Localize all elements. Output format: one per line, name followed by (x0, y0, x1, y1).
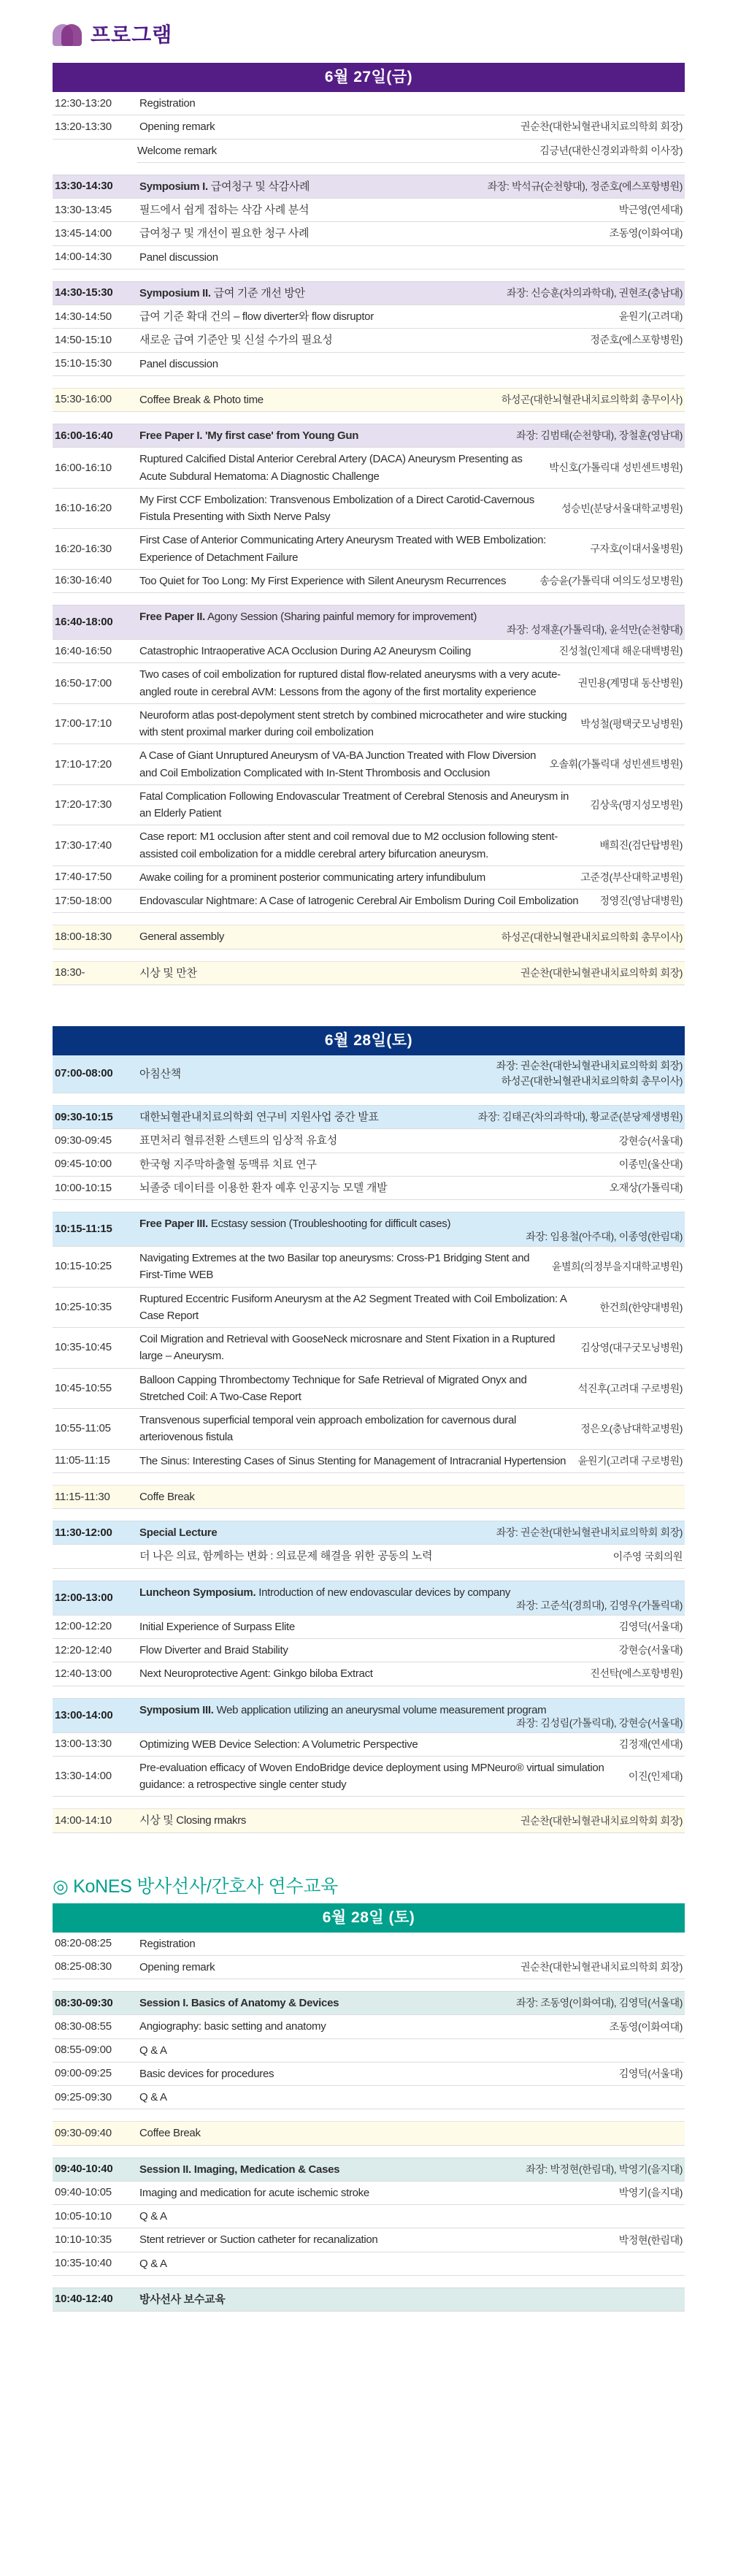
row-speaker: 송승윤(가톨릭대 여의도성모병원) (539, 574, 683, 586)
schedule-row (53, 1733, 685, 1757)
session-title (139, 608, 683, 625)
session-time: 16:00-16:40 (55, 429, 113, 442)
session-chairs: 좌장: 김태곤(차의과학대), 황교준(분당제생병원) (477, 1111, 683, 1123)
row-time: 16:10-16:20 (55, 502, 112, 514)
row-speaker: 박신호(가톨릭대 성빈센트병원) (549, 462, 683, 474)
break-time: 09:30-09:40 (55, 2126, 112, 2139)
break-title: 시상 및 만찬 (139, 966, 197, 979)
row-time: 13:30-14:00 (55, 1770, 112, 1783)
break-time: 18:00-18:30 (55, 930, 112, 943)
row-time: 10:45-10:55 (55, 1381, 112, 1394)
row-time: 16:30-16:40 (55, 574, 112, 587)
session-header (53, 1212, 685, 1247)
session-title (139, 1215, 683, 1232)
row-title: Registration (139, 97, 196, 110)
session-prefix: 방사선사 보수교육 (139, 2293, 226, 2306)
row-title: Endovascular Nightmare: A Case of Iatrogenic Cerebral Air Embolism During Coil Embolization (139, 895, 579, 908)
schedule-row (53, 1450, 685, 1473)
row-time: 09:30-09:45 (55, 1134, 112, 1147)
row-time: 16:00-16:10 (55, 461, 112, 474)
schedule-row (53, 305, 685, 329)
row-speaker: 진선탁(에스포항병원) (590, 1667, 683, 1680)
row-title: Awake coiling for a prominent posterior communicating artery infundibulum (139, 871, 485, 884)
schedule-row (53, 2015, 685, 2038)
session-name: 급여 기준 개선 방안 (210, 286, 305, 299)
row-time: 08:30-08:55 (55, 2019, 112, 2033)
session-group (53, 1933, 685, 1980)
session-prefix: Symposium II. (139, 286, 211, 299)
row-title: Opening remark (139, 121, 215, 134)
session-header (53, 175, 685, 199)
row-title: Transvenous superficial temporal vein approach embolization for cavernous dural arteriovenous fistula (139, 1414, 517, 1444)
kones-date-bar: 6월 28일 (토) (53, 1903, 685, 1933)
row-title: My First CCF Embolization: Transvenous Embolization of a Direct Carotid-Cavernous Fistula Presenting with Sixth Nerve Palsy (139, 493, 534, 523)
schedule-row (53, 1639, 685, 1662)
row-time: 12:00-12:20 (55, 1620, 112, 1633)
row-time: 13:30-13:45 (55, 203, 112, 216)
session-group (53, 1521, 685, 1569)
session-header (53, 2288, 685, 2312)
schedule-row (53, 1616, 685, 1639)
row-title: Flow Diverter and Braid Stability (139, 1644, 288, 1657)
session-title (139, 1524, 496, 1541)
row-speaker: 박정현(한림대) (618, 2233, 683, 2246)
row-speaker: 김긍년(대한신경외과학회 이사장) (539, 144, 683, 156)
schedule-row (53, 353, 685, 376)
session-title (139, 285, 507, 302)
session-prefix: Session I. (139, 1997, 189, 2010)
session-chairs: 좌장: 신승훈(차의과학대), 권현조(충남대) (507, 286, 683, 299)
row-title: Catastrophic Intraoperative ACA Occlusion During A2 Aneurysm Coiling (139, 645, 472, 658)
session-time: 10:15-11:15 (55, 1223, 112, 1236)
schedule-row (53, 2039, 685, 2063)
row-time: 14:50-15:10 (55, 333, 112, 346)
break-row (53, 1808, 685, 1832)
program-title-text: 프로그램 (91, 23, 173, 47)
session-header (53, 1698, 685, 1733)
row-time: 12:40-13:00 (55, 1667, 112, 1680)
break-row (53, 388, 685, 412)
program-logo-icon (53, 24, 83, 46)
session-header (53, 1521, 685, 1545)
break-speaker: 권순찬(대한뇌혈관내치료의학회 회장) (520, 1814, 683, 1827)
session-time: 12:00-13:00 (55, 1591, 113, 1604)
session-name: Web application utilizing an aneurysmal volume measurement program (213, 1703, 547, 1716)
session-header (53, 281, 685, 305)
session-title: 아침산책 (139, 1067, 181, 1080)
row-time: 17:50-18:00 (55, 894, 112, 907)
day2-schedule (53, 1026, 685, 1833)
break-time: 14:00-14:10 (55, 1813, 112, 1827)
row-time: 17:30-17:40 (55, 838, 112, 852)
session-title (139, 1995, 516, 2011)
schedule-row (53, 2252, 685, 2276)
session-header (53, 1105, 685, 1129)
row-speaker: 윤원기(고려대 구로병원) (577, 1454, 683, 1467)
row-speaker: 윤별희(의정부을지대학교병원) (551, 1261, 683, 1273)
row-time: 14:30-14:50 (55, 310, 112, 323)
row-speaker: 김영덕(서울대) (618, 2068, 683, 2080)
row-title: Two cases of coil embolization for ruptured distal flow-related aneurysms with a very acute-angled route in cerebral AVM: Lessons from the agony of the first mortality experience (139, 668, 561, 698)
schedule-row (53, 785, 685, 826)
row-time: 09:45-10:00 (55, 1158, 112, 1171)
session-time: 08:30-09:30 (55, 1996, 113, 2009)
row-speaker: 진성철(인제대 해운대백병원) (558, 645, 683, 657)
break-row (53, 925, 685, 949)
row-speaker: 조동영(이화여대) (609, 227, 683, 240)
session-group (53, 388, 685, 412)
row-time: 09:00-09:25 (55, 2067, 112, 2080)
session-time: 13:30-14:30 (55, 180, 113, 193)
row-title: 새로운 급여 기준안 및 신설 수가의 필요성 (139, 334, 333, 347)
schedule-row (53, 2182, 685, 2205)
schedule-row (53, 1247, 685, 1288)
schedule-row (53, 640, 685, 663)
session-name: Introduction of new endovascular devices by company (256, 1586, 511, 1599)
row-time: 13:00-13:30 (55, 1738, 112, 1751)
row-title: Opening remark (139, 1960, 215, 1973)
session-header-morning-walk (53, 1055, 685, 1093)
session-chairs: 좌장: 김성림(가톨릭대), 강현승(서울대) (516, 1716, 683, 1729)
row-title: Basic devices for procedures (139, 2067, 274, 2080)
session-group (53, 2158, 685, 2276)
row-time: 17:00-17:10 (55, 717, 112, 730)
row-speaker: 김상욱(명지성모병원) (590, 798, 683, 811)
session-chairs: 좌장: 권순찬(대한뇌혈관내치료의학회 회장) (496, 1526, 683, 1539)
schedule-row (53, 329, 685, 352)
row-time: 16:50-17:00 (55, 676, 112, 689)
row-title: Panel discussion (139, 251, 218, 264)
session-chairs: 좌장: 박정현(한림대), 박영기(을지대) (526, 2163, 683, 2175)
row-speaker: 박성철(평택굿모닝병원) (580, 717, 683, 730)
row-speaker: 성승빈(분당서울대학교병원) (561, 502, 683, 514)
break-title: Coffee Break & Photo time (139, 393, 264, 406)
schedule-row (53, 1328, 685, 1369)
schedule-row (53, 1409, 685, 1450)
session-title (139, 1109, 478, 1125)
break-title: 시상 및 Closing rmakrs (139, 1814, 247, 1827)
session-group (53, 1581, 685, 1686)
session-header (53, 424, 685, 448)
session-time: 14:30-15:30 (55, 286, 113, 299)
session-group (53, 2121, 685, 2145)
row-speaker: 이종민(울산대) (618, 1158, 683, 1170)
session-header (53, 1991, 685, 2015)
row-time: 12:30-13:20 (55, 96, 112, 110)
schedule-row (53, 199, 685, 222)
schedule-row (53, 246, 685, 270)
break-title: General assembly (139, 930, 225, 944)
kones-schedule (53, 1876, 685, 2312)
session-time: 16:40-18:00 (55, 616, 113, 629)
schedule-row (53, 1288, 685, 1329)
row-title: Q & A (139, 2091, 167, 2104)
row-title: Welcome remark (137, 144, 217, 157)
row-time: 08:20-08:25 (55, 1937, 112, 1950)
schedule-row (53, 663, 685, 704)
schedule-row (53, 890, 685, 913)
row-speaker: 권순찬(대한뇌혈관내치료의학회 회장) (520, 1961, 683, 1973)
session-chairs: 좌장: 고준석(경희대), 김영우(가톨릭대) (516, 1599, 683, 1611)
schedule-row (53, 1933, 685, 1956)
row-title: Panel discussion (139, 357, 218, 370)
row-title: 더 나은 의료, 함께하는 변화 : 의료문제 해결을 위한 공동의 노력 (139, 1550, 433, 1563)
schedule-row (53, 2063, 685, 2086)
schedule-row (53, 92, 685, 115)
row-title: Q & A (139, 2044, 167, 2057)
row-title: Ruptured Eccentric Fusiform Aneurysm at the A2 Segment Treated with Coil Embolization: A Case Report (139, 1292, 566, 1322)
session-group (53, 1698, 685, 1797)
session-prefix: Special Lecture (139, 1526, 218, 1540)
row-speaker: 조동영(이화여대) (609, 2020, 683, 2033)
session-name: 'My first case' from Young Gun (202, 429, 359, 442)
row-title: 표면처리 혈류전환 스텐트의 임상적 유효성 (139, 1134, 337, 1147)
session-name: 급여청구 및 삭감사례 (207, 180, 310, 193)
schedule-row (53, 825, 685, 866)
schedule-row (53, 704, 685, 745)
row-title: Next Neuroprotective Agent: Ginkgo biloba Extract (139, 1667, 373, 1681)
row-title: A Case of Giant Unruptured Aneurysm of VA-BA Junction Treated with Flow Diversion and Coil Embolization Complicated with In-Stent Thrombosis and Occlusion (139, 749, 537, 779)
session-group (53, 1105, 685, 1200)
session-group (53, 1808, 685, 1832)
session-group (53, 605, 685, 913)
row-title: Balloon Capping Thrombectomy Technique for Safe Retrieval of Migrated Onyx and Stretched Coil: A Two-Case Report (139, 1373, 527, 1403)
row-speaker: 정준호(에스포항병원) (590, 334, 683, 346)
schedule-row (137, 139, 685, 163)
session-group (53, 281, 685, 376)
row-title: First Case of Anterior Communicating Artery Aneurysm Treated with WEB Embolization: Experience of Detachment Failure (139, 534, 546, 564)
break-time: 11:15-11:30 (55, 1490, 110, 1503)
row-time: 17:10-17:20 (55, 757, 112, 771)
session-group (53, 92, 685, 163)
row-speaker: 오솔휘(가톨릭대 성빈센트병원) (549, 758, 683, 771)
session-title (139, 427, 516, 444)
break-title: Coffe Break (139, 1490, 195, 1503)
schedule-row (53, 1153, 685, 1177)
session-chairs: 좌장: 김범태(순천향대), 장철훈(영남대) (516, 429, 683, 442)
schedule-row (53, 115, 685, 139)
break-row (53, 961, 685, 985)
row-title: Imaging and medication for acute ischemic stroke (139, 2186, 369, 2199)
session-prefix: Luncheon Symposium. (139, 1586, 256, 1599)
session-group (53, 1212, 685, 1473)
schedule-row (53, 529, 685, 570)
row-speaker: 박영기(을지대) (618, 2187, 683, 2199)
break-row (53, 2121, 685, 2145)
row-title: Navigating Extremes at the two Basilar top aneurysms: Cross-P1 Bridging Stent and First-Time WEB (139, 1252, 530, 1282)
row-title: Coil Migration and Retrieval with GooseNeck microsnare and Stent Fixation in a Ruptured large – Aneurysm. (139, 1333, 556, 1363)
row-title: 급여 기준 확대 건의 – flow diverter와 flow disruptor (139, 310, 374, 323)
session-prefix: Free Paper III. (139, 1218, 208, 1231)
row-speaker: 강현승(서울대) (618, 1134, 683, 1147)
row-title: The Sinus: Interesting Cases of Sinus Stenting for Management of Intracranial Hypertension (139, 1454, 566, 1467)
row-time: 11:05-11:15 (55, 1454, 110, 1467)
row-time: 10:05-10:10 (55, 2209, 112, 2223)
session-name: Ecstasy session (Troubleshooting for difficult cases) (207, 1218, 451, 1231)
row-title: Pre-evaluation efficacy of Woven EndoBridge device deployment using MPNeuro® virtual simulation guidance: a retrospective single center study (139, 1761, 604, 1792)
session-chairs: 좌장: 임용철(아주대), 이종영(한림대) (526, 1231, 683, 1243)
row-title: Registration (139, 1937, 196, 1950)
session-title (139, 1584, 683, 1601)
row-time: 08:25-08:30 (55, 1960, 112, 1973)
schedule-row (53, 1129, 685, 1153)
session-title (139, 2161, 526, 2178)
session-chairs: 좌장: 권순찬(대한뇌혈관내치료의학회 회장) 하성곤(대한뇌혈관내치료의학회 총무이사) (496, 1059, 683, 1088)
session-name: Basics of Anatomy & Devices (188, 1997, 339, 2010)
row-speaker: 배희진(검단탑병원) (599, 839, 683, 852)
day1-date-bar: 6월 27일(금) (53, 63, 685, 92)
schedule-row (53, 1369, 685, 1410)
row-title: 한국형 지주막하출혈 동맥류 치료 연구 (139, 1158, 317, 1171)
schedule-row (53, 1757, 685, 1797)
session-group (53, 925, 685, 949)
row-speaker: 김상영(대구굿모닝병원) (580, 1342, 683, 1354)
session-chairs: 좌장: 조동영(이화여대), 김영덕(서울대) (516, 1997, 683, 2009)
row-speaker: 오재상(가톨릭대) (609, 1182, 683, 1194)
row-time: 14:00-14:30 (55, 251, 112, 264)
row-title: Q & A (139, 2210, 167, 2223)
row-speaker: 박근영(연세대) (618, 204, 683, 216)
row-time: 09:25-09:30 (55, 2090, 112, 2103)
session-group (53, 175, 685, 270)
session-name: Imaging, Medication & Cases (191, 2163, 340, 2176)
row-speaker: 이진(인제대) (628, 1770, 683, 1782)
schedule-row (53, 2205, 685, 2228)
kones-heading: ◎ KoNES 방사선사/간호사 연수교육 (53, 1876, 338, 1897)
row-title: Initial Experience of Surpass Elite (139, 1620, 295, 1633)
schedule-row (53, 1177, 685, 1200)
row-time: 10:25-10:35 (55, 1300, 112, 1313)
session-prefix: Symposium I. (139, 180, 208, 193)
row-time: 10:35-10:40 (55, 2257, 112, 2270)
schedule-row (53, 570, 685, 593)
schedule-row (53, 1956, 685, 1979)
session-time: 09:30-10:15 (55, 1110, 113, 1123)
break-speaker: 하성곤(대한뇌혈관내치료의학회 총무이사) (501, 393, 683, 405)
break-speaker: 권순찬(대한뇌혈관내치료의학회 회장) (520, 966, 683, 979)
row-time: 17:40-17:50 (55, 871, 112, 884)
row-time: 10:35-10:45 (55, 1341, 112, 1354)
schedule-row (53, 2086, 685, 2109)
row-title: Angiography: basic setting and anatomy (139, 2020, 326, 2033)
row-speaker: 권순찬(대한뇌혈관내치료의학회 회장) (520, 121, 683, 133)
row-time: 13:45-14:00 (55, 226, 112, 240)
schedule-row (53, 222, 685, 245)
row-time: 16:40-16:50 (55, 644, 112, 657)
schedule-row (53, 866, 685, 890)
break-time: 15:30-16:00 (55, 393, 112, 406)
session-name: Agony Session (Sharing painful memory for improvement) (205, 611, 477, 623)
row-speaker: 김정재(연세대) (618, 1738, 683, 1750)
row-speaker: 정영진(영남대병원) (599, 895, 683, 907)
break-time: 18:30- (55, 966, 85, 979)
session-group (53, 424, 685, 593)
row-speaker: 정은오(충남대학교병원) (580, 1423, 683, 1435)
row-time: 12:20-12:40 (55, 1643, 112, 1656)
session-prefix: Session II. (139, 2163, 191, 2176)
row-speaker: 이주영 국회의원 (612, 1550, 683, 1562)
row-speaker: 고준경(부산대학교병원) (580, 871, 683, 884)
session-header (53, 605, 685, 640)
session-time: 07:00-08:00 (55, 1067, 113, 1080)
break-title: Coffee Break (139, 2127, 201, 2140)
row-title: Case report: M1 occlusion after stent and coil removal due to M2 occlusion following stent-assisted coil embolization for a middle cerebral artery bifurcation aneurysm. (139, 830, 558, 860)
session-prefix: Free Paper I. (139, 429, 203, 442)
schedule-row (53, 448, 685, 489)
session-time: 13:00-14:00 (55, 1708, 113, 1721)
row-time: 10:00-10:15 (55, 1181, 112, 1194)
row-speaker: 한건희(한양대병원) (599, 1301, 683, 1313)
row-time: 15:10-15:30 (55, 357, 112, 370)
row-speaker: 김영덕(서울대) (618, 1620, 683, 1632)
schedule-row (53, 1662, 685, 1686)
session-title (139, 178, 488, 195)
session-chairs: 좌장: 성재훈(가톨릭대), 윤석만(순천향대) (507, 624, 683, 636)
break-speaker: 하성곤(대한뇌혈관내치료의학회 총무이사) (501, 930, 683, 943)
row-speaker: 권민용(계명대 동산병원) (577, 677, 683, 689)
session-time: 11:30-12:00 (55, 1526, 112, 1539)
day2-date-bar: 6월 28일(토) (53, 1026, 685, 1055)
row-title: 뇌졸중 데이터를 이용한 환자 예후 인공지능 모델 개발 (139, 1181, 388, 1194)
program-heading (53, 20, 685, 50)
session-time: 10:40-12:40 (55, 2293, 113, 2306)
row-time: 09:40-10:05 (55, 2186, 112, 2199)
session-prefix: Symposium III. (139, 1703, 214, 1716)
row-time: 08:55-09:00 (55, 2044, 112, 2057)
row-time: 10:55-11:05 (55, 1422, 111, 1435)
session-name: 대한뇌혈관내치료의학회 연구비 지원사업 중간 발표 (139, 1111, 379, 1124)
row-title: 필드에서 쉽게 접하는 삭감 사례 분석 (139, 204, 310, 216)
row-time: 17:20-17:30 (55, 798, 112, 811)
row-title: Ruptured Calcified Distal Anterior Cerebral Artery (DACA) Aneurysm Presenting as Acute Subdural Hematoma: A Diagnostic Challenge (139, 453, 523, 483)
row-title: 급여청구 및 개선이 필요한 청구 사례 (139, 227, 310, 240)
row-time: 10:15-10:25 (55, 1260, 112, 1273)
day1-schedule (53, 63, 685, 985)
session-chairs: 좌장: 박석규(순천향대), 정준호(에스포항병원) (487, 180, 683, 192)
row-title: Too Quiet for Too Long: My First Experience with Silent Aneurysm Recurrences (139, 574, 507, 587)
row-speaker: 강현승(서울대) (618, 1644, 683, 1656)
session-header (53, 2158, 685, 2182)
row-time: 10:10-10:35 (55, 2233, 112, 2246)
row-title: Fatal Complication Following Endovascular Treatment of Cerebral Stenosis and Aneurysm in an Elderly Patient (139, 790, 569, 820)
break-row (53, 1485, 685, 1509)
schedule-row (53, 2228, 685, 2252)
session-header (53, 1581, 685, 1616)
row-speaker: 윤원기(고려대) (618, 310, 683, 323)
row-title: Stent retriever or Suction catheter for recanalization (139, 2233, 378, 2247)
row-title: Q & A (139, 2257, 167, 2270)
row-title: Optimizing WEB Device Selection: A Volumetric Perspective (139, 1738, 418, 1751)
session-group (53, 1485, 685, 1509)
schedule-row (53, 1545, 685, 1568)
session-title (139, 1702, 683, 1719)
session-prefix: Free Paper II. (139, 611, 206, 623)
session-group (53, 961, 685, 985)
row-speaker: 석진후(고려대 구로병원) (577, 1382, 683, 1394)
row-time: 13:20-13:30 (55, 120, 112, 133)
session-group (53, 1991, 685, 2109)
session-title (139, 2291, 683, 2308)
schedule-row (53, 744, 685, 785)
session-group (53, 2288, 685, 2312)
schedule-row (53, 489, 685, 530)
row-time: 16:20-16:30 (55, 542, 112, 555)
row-speaker: 구자호(이대서울병원) (590, 543, 683, 555)
row-title: Neuroform atlas post-depolyment stent stretch by combined microcatheter and wire stucking with stent proximal marker during coil embolization (139, 708, 567, 739)
session-time: 09:40-10:40 (55, 2163, 113, 2176)
